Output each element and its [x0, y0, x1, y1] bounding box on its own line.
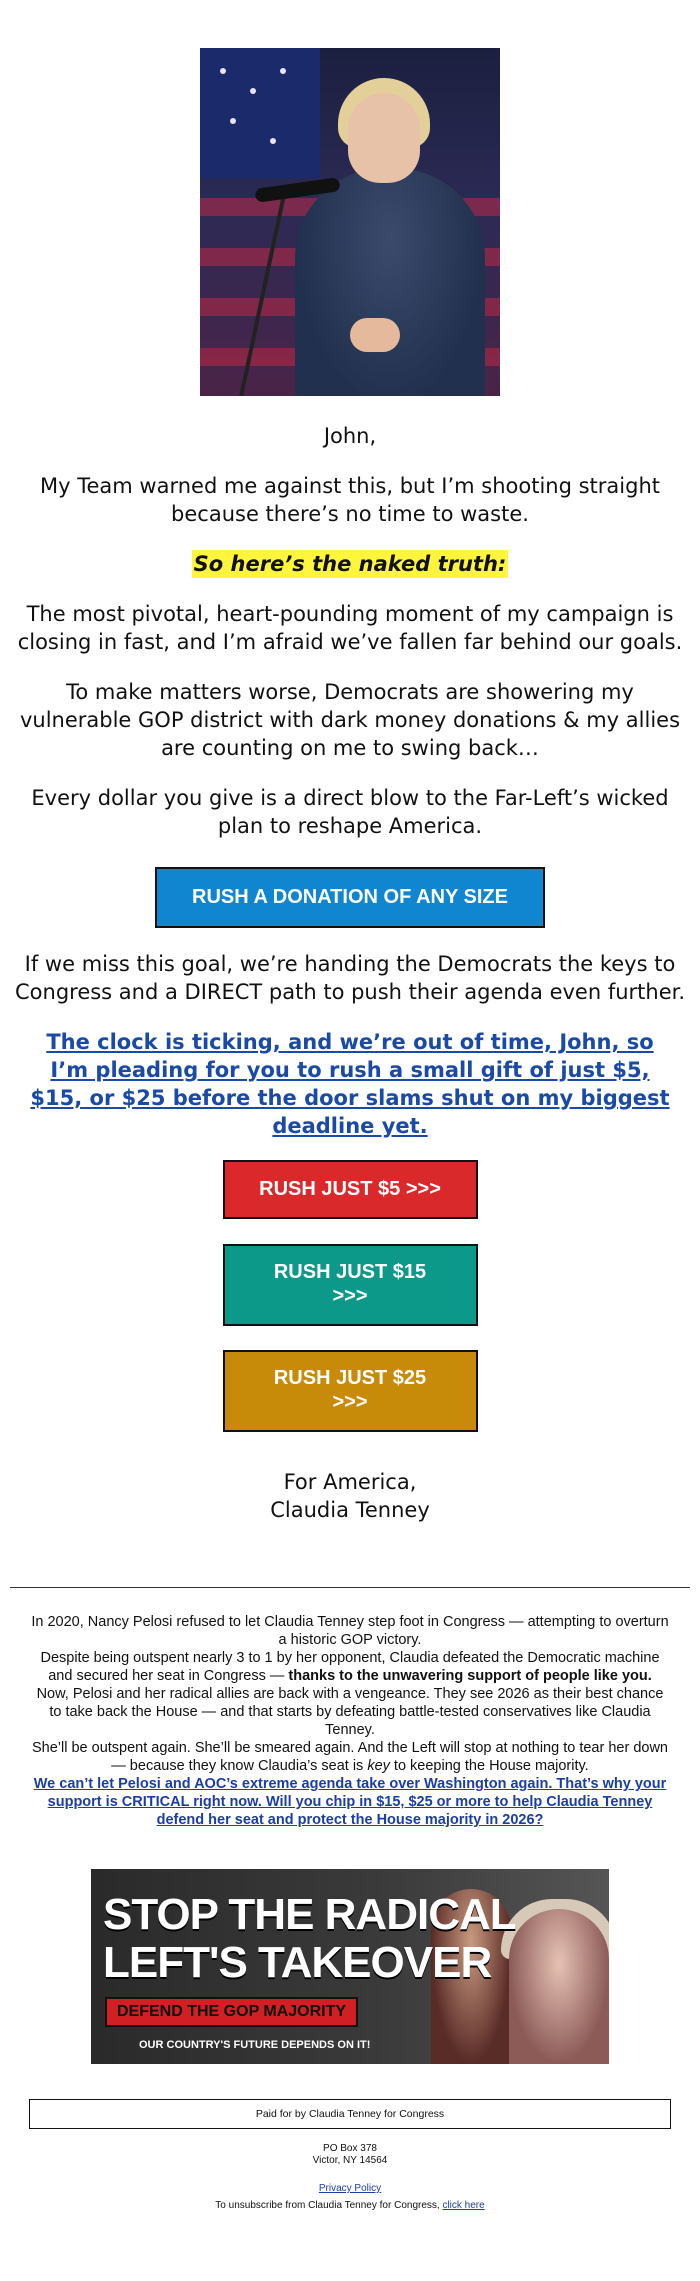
footer-paragraph-vengeance: Now, Pelosi and her radical allies are back with a vengeance. They see 2026 as their best chance to take back the House — and that starts by defeating battle-tested conservatives like Claudia Tenney. — [36, 1686, 664, 1738]
banner-tag: DEFEND THE GOP MAJORITY — [105, 1997, 358, 2027]
unsubscribe-text: To unsubscribe from Claudia Tenney for Congress, — [215, 2200, 443, 2211]
flag-star — [280, 68, 286, 74]
donate-25-arrows: >>> — [332, 1391, 368, 1413]
mailing-address — [0, 2143, 700, 2167]
footer-divider — [10, 1587, 690, 1588]
address-line1: PO Box 378 — [323, 2143, 377, 2154]
speaker-head — [348, 93, 420, 183]
greeting: John, — [323, 424, 377, 448]
banner-subline: OUR COUNTRY'S FUTURE DEPENDS ON IT! — [139, 2039, 371, 2051]
donate-5-button[interactable]: RUSH JUST $5 >>> — [223, 1160, 478, 1219]
privacy-policy-link[interactable]: Privacy Policy — [318, 2183, 382, 2194]
footer-outspent-text: Despite being outspent nearly 3 to 1 by her opponent, Claudia defeated the Democratic machine and secured her seat in Congress — — [40, 1650, 660, 1684]
footer-chip-in-link[interactable]: We can’t let Pelosi and AOC’s extreme agenda take over Washington again. That’s why your support is CRITICAL right now. Will you chip in $15, $25 or more to help Claudia Tenney defend her seat and protect the House majority in 2026? — [33, 1776, 667, 1828]
footer-smeared-italic: key — [367, 1758, 390, 1774]
email-body — [0, 48, 700, 2211]
address-line2: Victor, NY 14564 — [312, 2155, 388, 2166]
footer-outspent-bold: thanks to the unwavering support of people like you. — [288, 1668, 652, 1684]
footer-story — [30, 1613, 670, 1829]
unsubscribe-row — [0, 2200, 700, 2211]
footer-smeared-text: She’ll be outspent again. She’ll be smeared again. And the Left will stop at nothing to tear her down — because they know Claudia’s seat is — [31, 1740, 668, 1774]
paragraph-dark-money: To make matters worse, Democrats are showering my vulnerable GOP district with dark money donations & my allies are counting on me to swing back… — [19, 680, 681, 760]
privacy-row — [0, 2183, 700, 2194]
flag-star — [230, 118, 236, 124]
donate-15-button[interactable] — [223, 1244, 478, 1326]
unsubscribe-link[interactable]: click here — [442, 2200, 485, 2211]
footer-paragraph-2020: In 2020, Nancy Pelosi refused to let Claudia Tenney step foot in Congress — attempting to overturn a historic GOP victory. — [31, 1614, 669, 1648]
paid-for-box: Paid for by Claudia Tenney for Congress — [29, 2099, 671, 2129]
footer-paragraph-smeared — [30, 1739, 670, 1775]
signoff — [0, 1468, 700, 1524]
banner-headline-line1: STOP THE RADICAL — [103, 1890, 516, 1939]
flag-star — [250, 88, 256, 94]
banner-headline-line2: LEFT'S TAKEOVER — [103, 1938, 492, 1987]
paragraph-miss-goal: If we miss this goal, we’re handing the Democrats the keys to Congress and a DIRECT path to push their agenda even further. — [15, 952, 686, 1004]
speaker-hands — [350, 318, 400, 352]
speaker-body — [295, 168, 485, 396]
donate-25-button[interactable] — [223, 1350, 478, 1432]
plea-donation-link[interactable]: The clock is ticking, and we’re out of time, John, so I’m pleading for you to rush a small gift of just $5, $15, or $25 before the door slams shut on my biggest deadline yet. — [30, 1030, 670, 1138]
flag-star — [270, 138, 276, 144]
paragraph-pivotal-moment: The most pivotal, heart-pounding moment of my campaign is closing in fast, and I’m afraid we’ve fallen far behind our goals. — [17, 602, 683, 654]
footer-paragraph-outspent — [30, 1649, 670, 1685]
signoff-signature: Claudia Tenney — [270, 1498, 430, 1522]
paragraph-every-dollar: Every dollar you give is a direct blow to the Far-Left’s wicked plan to reshape America. — [31, 786, 669, 838]
paragraph-team-warned: My Team warned me against this, but I’m shooting straight because there’s no time to waste. — [40, 474, 660, 526]
donate-15-arrows: >>> — [332, 1285, 368, 1307]
donate-any-size-button[interactable]: RUSH A DONATION OF ANY SIZE — [155, 867, 545, 928]
candidate-photo — [200, 48, 500, 396]
highlight-line — [15, 550, 685, 578]
footer-smeared-end: to keeping the House majority. — [389, 1758, 589, 1774]
signoff-line: For America, — [283, 1470, 417, 1494]
banner-portrait-right — [509, 1909, 609, 2064]
stop-takeover-banner[interactable] — [91, 1869, 609, 2064]
donate-25-label: RUSH JUST $25 — [273, 1367, 427, 1389]
naked-truth-highlight: So here’s the naked truth: — [193, 552, 507, 576]
donate-15-label: RUSH JUST $15 — [273, 1261, 427, 1283]
flag-star — [220, 68, 226, 74]
flag-field — [200, 48, 320, 178]
